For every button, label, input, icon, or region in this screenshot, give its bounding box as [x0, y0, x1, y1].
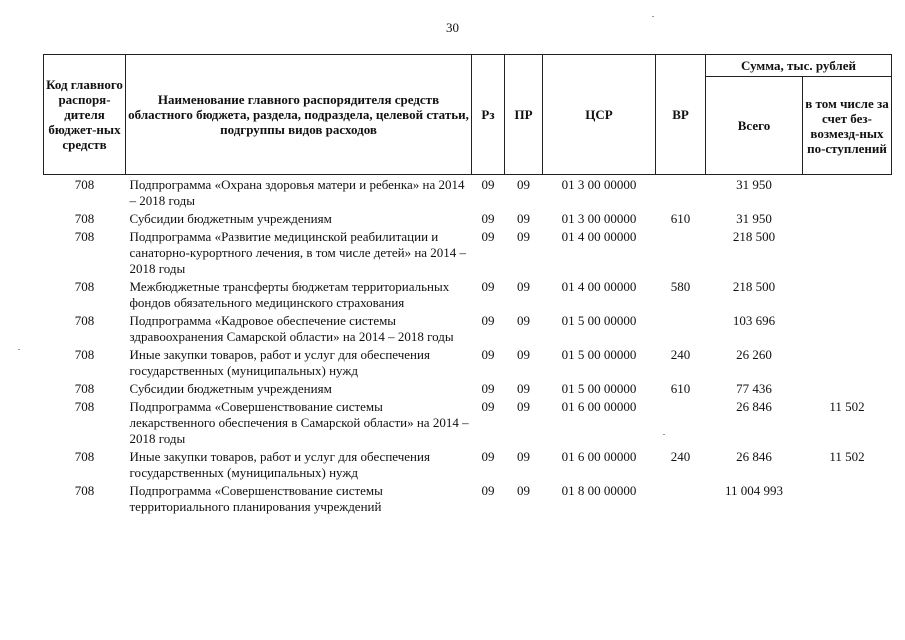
cell-pr: 09 — [517, 313, 530, 328]
header-pr: ПР — [505, 55, 543, 175]
cell-csr: 01 4 00 00000 — [561, 229, 637, 244]
cell-csr: 01 6 00 00000 — [561, 399, 637, 414]
cell-vr — [656, 399, 706, 449]
cell-vr — [656, 229, 706, 279]
table-row — [44, 483, 892, 517]
cell-gratuitous — [803, 347, 892, 381]
table-row — [44, 399, 892, 449]
table-row — [44, 381, 892, 399]
table-row — [44, 347, 892, 381]
cell-vr — [656, 313, 706, 347]
table-row — [44, 279, 892, 313]
cell-total: 26 260 — [736, 347, 772, 362]
cell-csr: 01 5 00 00000 — [561, 381, 637, 396]
cell-pr: 09 — [517, 347, 530, 362]
cell-rz: 09 — [481, 313, 495, 328]
cell-rz: 09 — [481, 229, 495, 244]
cell-code: 708 — [74, 381, 95, 396]
cell-name: Подпрограмма «Развитие медицинской реабилитации и санаторно-курортного лечения, в том числе детей» на 2014 – 2018 годы — [129, 229, 467, 276]
cell-rz: 09 — [481, 279, 495, 294]
cell-rz: 09 — [481, 177, 495, 192]
cell-gratuitous — [803, 483, 892, 517]
cell-gratuitous — [803, 381, 892, 399]
cell-pr: 09 — [517, 177, 530, 192]
table-row — [44, 313, 892, 347]
cell-gratuitous — [803, 229, 892, 279]
cell-csr: 01 3 00 00000 — [561, 211, 637, 226]
header-rz: Рз — [472, 55, 505, 175]
cell-total: 11 004 993 — [724, 483, 784, 498]
cell-pr: 09 — [517, 483, 530, 498]
cell-total: 103 696 — [732, 313, 776, 328]
cell-code: 708 — [74, 211, 95, 226]
table-row — [44, 211, 892, 229]
cell-csr: 01 5 00 00000 — [561, 347, 637, 362]
cell-gratuitous — [803, 175, 892, 212]
cell-rz: 09 — [481, 483, 495, 498]
cell-rz: 09 — [481, 449, 495, 464]
cell-gratuitous — [803, 211, 892, 229]
cell-pr: 09 — [517, 381, 530, 396]
cell-csr: 01 5 00 00000 — [561, 313, 637, 328]
cell-rz: 09 — [481, 381, 495, 396]
cell-rz: 09 — [481, 347, 495, 362]
cell-total: 77 436 — [736, 381, 772, 396]
cell-name: Подпрограмма «Охрана здоровья матери и ребенка» на 2014 – 2018 годы — [129, 177, 465, 208]
cell-vr: 240 — [670, 347, 691, 362]
header-sum: Сумма, тыс. рублей — [706, 55, 892, 77]
cell-code: 708 — [74, 483, 95, 498]
table-row — [44, 229, 892, 279]
cell-name: Иные закупки товаров, работ и услуг для обеспечения государственных (муниципальных) нужд — [129, 347, 430, 378]
table-row — [44, 175, 892, 212]
cell-total: 26 846 — [736, 449, 772, 464]
cell-csr: 01 6 00 00000 — [561, 449, 637, 464]
cell-pr: 09 — [517, 211, 530, 226]
cell-name: Подпрограмма «Совершенствование системы территориального планирования учреждений — [129, 483, 383, 514]
scan-speck — [652, 16, 654, 17]
cell-csr: 01 3 00 00000 — [561, 177, 637, 192]
cell-vr — [656, 175, 706, 212]
cell-rz: 09 — [481, 399, 495, 414]
cell-vr: 610 — [670, 381, 691, 396]
cell-total: 218 500 — [732, 279, 776, 294]
table-body — [44, 175, 892, 518]
budget-table — [43, 54, 892, 517]
cell-pr: 09 — [517, 399, 530, 414]
cell-pr: 09 — [517, 449, 530, 464]
cell-name: Субсидии бюджетным учреждениям — [129, 211, 332, 226]
cell-rz: 09 — [481, 211, 495, 226]
cell-name: Субсидии бюджетным учреждениям — [129, 381, 332, 396]
cell-total: 31 950 — [736, 211, 772, 226]
cell-gratuitous: 11 502 — [829, 449, 865, 464]
cell-gratuitous: 11 502 — [829, 399, 865, 414]
cell-code: 708 — [74, 313, 95, 328]
cell-total: 218 500 — [732, 229, 776, 244]
cell-csr: 01 8 00 00000 — [561, 483, 637, 498]
header-vr: ВР — [656, 55, 706, 175]
cell-name: Межбюджетные трансферты бюджетам территориальных фондов обязательного медицинского страхования — [129, 279, 450, 310]
cell-vr: 240 — [670, 449, 691, 464]
cell-total: 31 950 — [736, 177, 772, 192]
cell-csr: 01 4 00 00000 — [561, 279, 637, 294]
cell-code: 708 — [74, 177, 95, 192]
cell-code: 708 — [74, 279, 95, 294]
cell-name: Иные закупки товаров, работ и услуг для обеспечения государственных (муниципальных) нужд — [129, 449, 430, 480]
cell-vr — [656, 483, 706, 517]
header-code: Код главного распоря-дителя бюджет-ных средств — [44, 55, 126, 175]
header-csr: ЦСР — [543, 55, 656, 175]
cell-pr: 09 — [517, 279, 530, 294]
header-total: Всего — [706, 77, 803, 175]
page-number: 30 — [446, 20, 459, 35]
cell-pr: 09 — [517, 229, 530, 244]
cell-code: 708 — [74, 229, 95, 244]
cell-vr: 610 — [670, 211, 691, 226]
cell-total: 26 846 — [736, 399, 772, 414]
header-gratuitous: в том числе за счет без-возмезд-ных по-ступлений — [803, 77, 892, 175]
scan-speck — [18, 349, 20, 350]
table-row — [44, 449, 892, 483]
cell-name: Подпрограмма «Кадровое обеспечение системы здравоохранения Самарской области» на 2014 – 2018 годы — [129, 313, 454, 344]
cell-code: 708 — [74, 347, 95, 362]
header-name: Наименование главного распорядителя средств областного бюджета, раздела, подраздела, целевой статьи, подгруппы видов расходов — [126, 55, 472, 175]
scan-speck — [663, 434, 665, 435]
cell-gratuitous — [803, 313, 892, 347]
cell-gratuitous — [803, 279, 892, 313]
cell-name: Подпрограмма «Совершенствование системы лекарственного обеспечения в Самарской области» на 2014 – 2018 годы — [129, 399, 469, 446]
cell-code: 708 — [74, 399, 95, 414]
cell-code: 708 — [74, 449, 95, 464]
cell-vr: 580 — [670, 279, 691, 294]
